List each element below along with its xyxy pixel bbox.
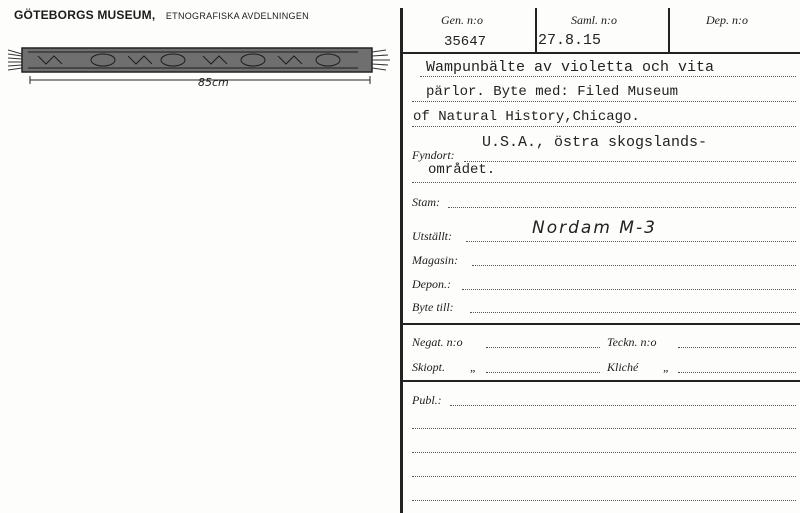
department-name: ETNOGRAFISKA AVDELNINGEN — [165, 11, 309, 21]
fyndort-label: Fyndort: — [412, 148, 455, 162]
fyndort-line-1: U.S.A., östra skogslands- — [482, 134, 708, 151]
card-divider — [400, 8, 403, 513]
kliche-label: Kliché — [607, 360, 639, 374]
kliche-ditto: „ — [663, 360, 670, 374]
card-header — [14, 6, 309, 24]
publ-label: Publ.: — [412, 393, 442, 407]
utstallt-value: Nordam M-3 — [532, 218, 657, 238]
depon-label: Depon.: — [412, 277, 451, 291]
stam-label: Stam: — [412, 195, 440, 209]
belt-fringe-right — [372, 50, 390, 70]
gen-value: 35647 — [444, 34, 487, 50]
skiopt-label: Skiopt. — [412, 360, 445, 374]
saml-value: 27.8.15 — [538, 32, 602, 49]
gen-label: Gen. n:o — [441, 13, 483, 27]
belt-fringe-left — [8, 50, 22, 70]
description-line-3: of Natural History,Chicago. — [413, 109, 640, 125]
fyndort-line-2: området. — [428, 162, 496, 178]
column-divider-2 — [668, 8, 670, 52]
column-divider-1 — [535, 8, 537, 52]
rule-middle — [403, 323, 800, 325]
negat-label: Negat. n:o — [412, 335, 463, 349]
measurement-label: 85cm — [198, 76, 229, 89]
byte-till-label: Byte till: — [412, 300, 454, 314]
rule-header — [403, 52, 800, 54]
saml-label: Saml. n:o — [571, 13, 617, 27]
description-line-1: Wampunbälte av violetta och vita — [426, 59, 715, 76]
belt-illustration — [8, 40, 400, 96]
utstallt-label: Utställt: — [412, 229, 453, 243]
rule-lower — [403, 380, 800, 382]
dep-label: Dep. n:o — [706, 13, 748, 27]
skiopt-ditto: „ — [470, 360, 477, 374]
magasin-label: Magasin: — [412, 253, 458, 267]
museum-name: GÖTEBORGS MUSEUM, — [14, 8, 156, 22]
description-line-2: pärlor. Byte med: Filed Museum — [426, 84, 679, 100]
teckn-label: Teckn. n:o — [607, 335, 657, 349]
